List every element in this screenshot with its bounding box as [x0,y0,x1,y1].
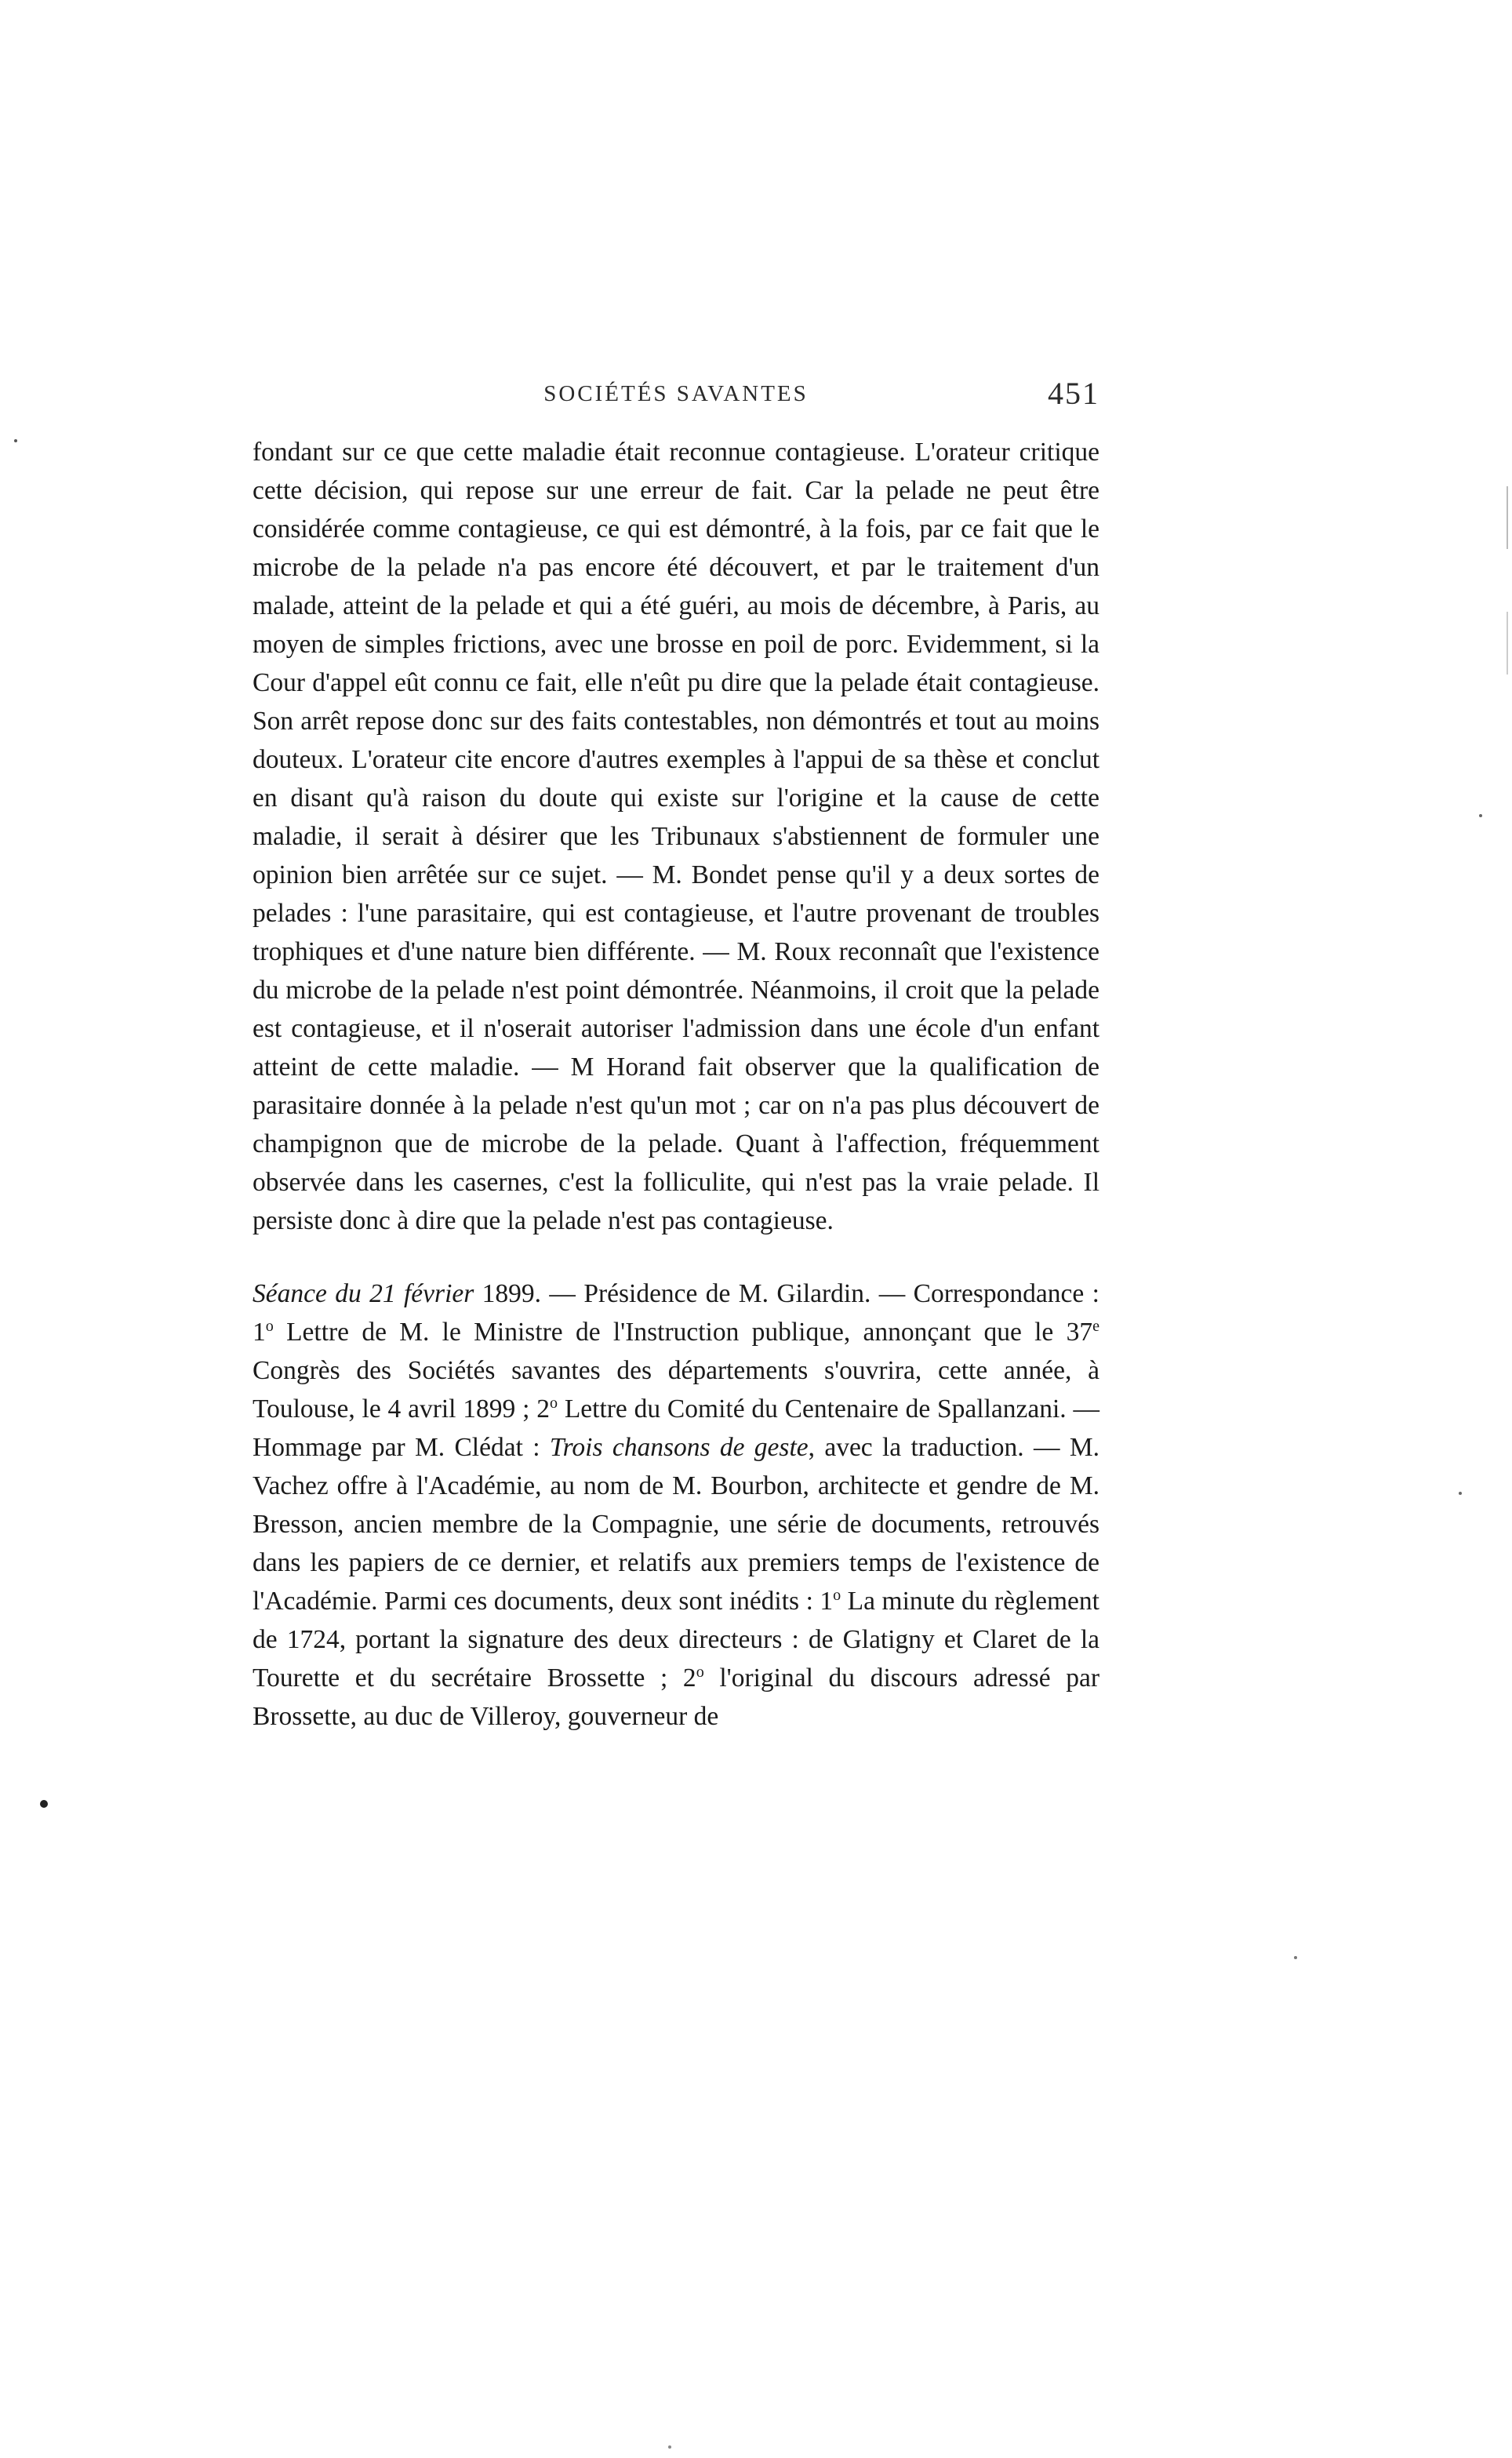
book-title: Trois chansons de geste [549,1433,809,1462]
page-number: 451 [1048,376,1099,411]
running-header [253,375,1099,422]
scan-speck [14,439,17,442]
text-run: l'original du discours adressé par Brossette, au duc de Villeroy, gouverneur de [253,1664,1099,1731]
paragraph-continuation: fondant sur ce que cette maladie était reconnue contagieuse. L'orateur critique cette décision, qui repose sur une erreur de fait. Car la pelade ne peut être considérée comme contagieuse, ce qui est démontré, à la fois, par ce fait que le microbe de la pelade n'a pas encore été découvert, et par le traitement d'un malade, atteint de la pelade et qui a été guéri, au mois de décembre, à Paris, au moyen de simples frictions, avec une brosse en poil de porc. Evidemment, si la Cour d'appel eût connu ce fait, elle n'eût pu dire que la pelade était contagieuse. Son arrêt repose donc sur des faits contestables, non démontrés et tout au moins douteux. L'orateur cite encore d'autres exemples à l'appui de sa thèse et conclut en disant qu'à raison du doute qui existe sur l'origine et la cause de cette maladie, il serait à désirer que les Tribunaux s'abstiennent de formuler une opinion bien arrêtée sur ce sujet. — M. Bondet pense qu'il y a deux sortes de pelades : l'une parasitaire, qui est contagieuse, et l'autre provenant de troubles trophiques et d'une nature bien différente. — M. Roux reconnaît que l'existence du microbe de la pelade n'est point démontrée. Néanmoins, il croit que la pelade est contagieuse, et il n'oserait autoriser l'admission dans une école d'un enfant atteint de cette maladie. — M Horand fait observer que la qualification de parasitaire donnée à la pelade n'est qu'un mot ; car on n'a pas plus découvert de champignon que de microbe de la pelade. Quant à l'affection, fréquemment observée dans les casernes, c'est la folliculite, qui n'est pas la vraie pelade. Il persiste donc à dire que la pelade n'est pas contagieuse. [253,438,1099,1235]
running-title: SOCIÉTÉS SAVANTES [543,381,809,406]
text-run: Lettre du Comité du Centenaire de Spallanzani. — Hommage par M. Clédat : [253,1394,1099,1462]
text-run: Lettre de M. le Ministre de l'Instruction publique, annonçant que le 37 [273,1318,1093,1347]
scan-speck [40,1800,48,1808]
paragraph-seance [253,1274,1099,1736]
text-run: Congrès des Sociétés savantes des départements s'ouvrira, cette année, à Toulouse, le 4 avril 1899 ; 2 [253,1356,1099,1424]
text-run: , avec la traduction. — M. Vachez offre à l'Académie, au nom de M. Bourbon, architecte et gendre de M. Bresson, ancien membre de la Compagnie, une série de documents, retrouvés dans les papiers de ce dernier, et relatifs aux premiers temps de l'existence de l'Académie. Parmi ces documents, deux sont inédits : 1 [253,1433,1099,1616]
superscript: o [549,1394,558,1412]
seance-label: Séance du 21 février [253,1279,474,1308]
superscript: o [833,1586,841,1604]
text-run: 1899. — Présidence de M. Gilardin. — Correspondance : 1 [253,1279,1099,1347]
superscript: o [265,1317,274,1335]
text-run: La minute du règlement de 1724, portant la signature des deux directeurs : de Glatigny et Claret de la Tourette et du secrétaire Brossette ; 2 [253,1587,1099,1693]
scan-speck [668,2445,671,2449]
superscript: o [696,1663,704,1681]
superscript: e [1092,1317,1099,1335]
scan-speck [1459,1492,1462,1495]
body-text [253,433,1099,1736]
scan-speck [1294,1956,1297,1959]
scan-speck [1479,814,1482,817]
